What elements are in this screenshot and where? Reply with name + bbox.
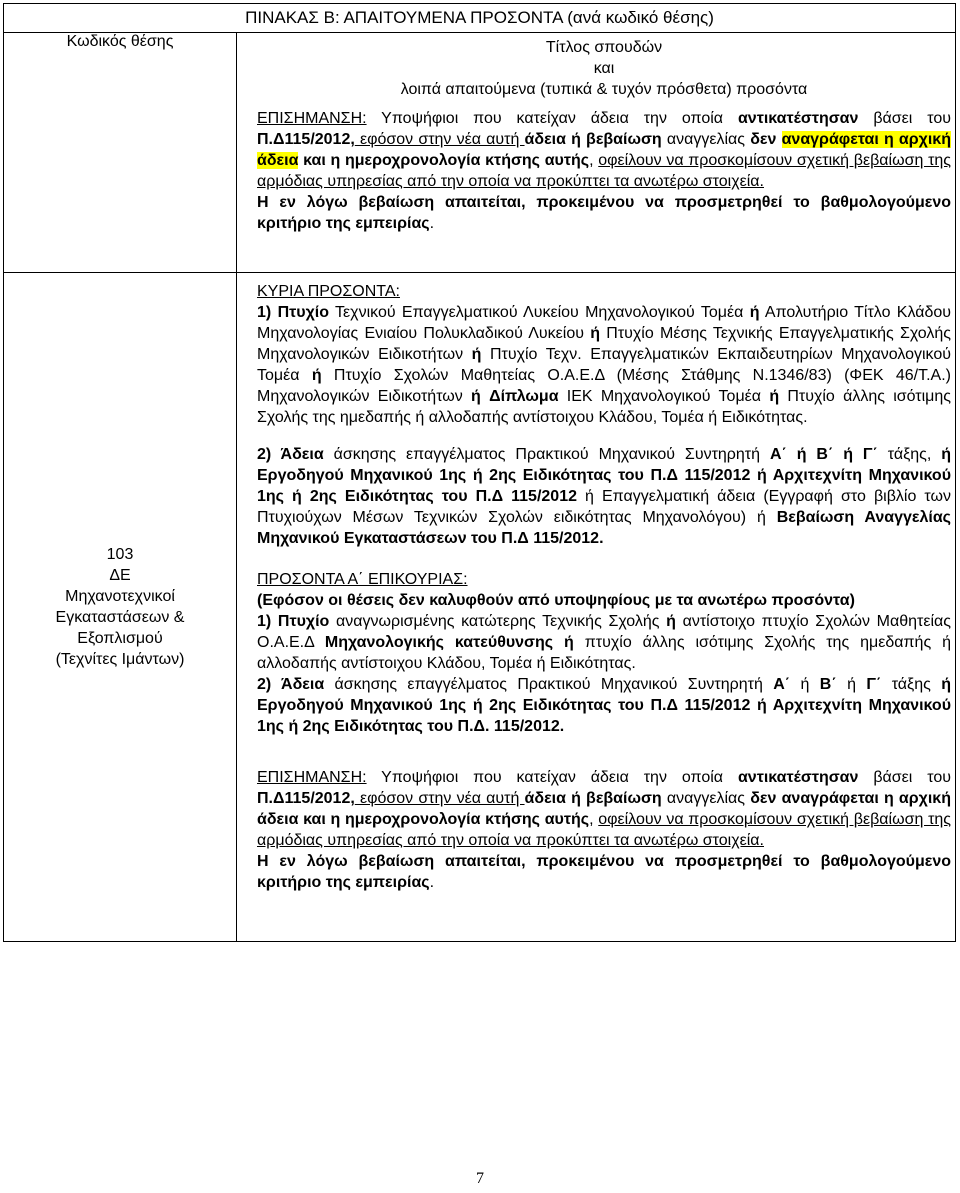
notice-bold: Π.Δ115/2012, [257,790,355,807]
notice-text: βάσει του [858,110,952,127]
notice-bold: άδεια ή βεβαίωση [524,790,662,807]
main-qualifications-heading: ΚΥΡΙΑ ΠΡΟΣΟΝΤΑ: [257,283,400,300]
text: Πτυχίο Τεχν. Επαγγελματικών Εκπαιδευτηρίων Μηχανολογικού Τομέα [257,346,952,384]
notice-bold: και η ημεροχρονολογία κτήσης αυτής [298,811,590,828]
notice-bold: Η εν λόγω βεβαίωση απαιτείται, προκειμένου να προσμετρηθεί το βαθμολογούμενο κριτήριο της εμπειρίας [257,194,951,232]
bold-text: ή [471,346,482,363]
header-line-1: Τίτλος σπουδών [545,39,663,56]
qualifications-column-header [257,33,951,100]
aux-qualification-2 [257,674,951,737]
bold-text: Βεβαίωση Αναγγελίας Μηχανικού Εγκαταστάσεων του Π.Δ 115/2012. [257,509,951,547]
text: Πτυχίο Σχολών Μαθητείας Ο.Α.Ε.Δ (Μέσης Στάθμης Ν.1346/83) (ΦΕΚ 46/Τ.Α.) Μηχανολογικών Ειδικοτήτων [257,367,951,405]
header-line-3: λοιπά απαιτούμενα (τυπικά & τυχόν πρόσθετα) προσόντα [400,81,808,98]
position-title-line: Μηχανοτεχνικοί [65,588,175,605]
notice-bold: δεν [750,131,777,148]
bold-text: ή [311,367,322,384]
text [481,388,489,405]
text: άσκησης επαγγέλματος Πρακτικού Μηχανικού Συντηρητή [323,446,770,463]
text: τάξης, [877,446,942,463]
notice-text: εφόσον στην νέα αυτή [354,131,525,148]
bold-text: 2) Άδεια [257,676,325,693]
notice-text: Υποψήφιοι που κατείχαν άδεια την οποία [366,110,738,127]
notice-text: εφόσον στην νέα αυτή [354,790,525,807]
notice-bold: Η εν λόγω βεβαίωση απαιτείται, προκειμένου να προσμετρηθεί το βαθμολογούμενο κριτήριο της εμπειρίας [257,853,951,891]
notice-bold: αντικατέστησαν [737,769,859,786]
bold-text: 1) Πτυχίο [257,613,330,630]
position-cell [4,273,237,942]
bold-text: ή [666,613,676,630]
aux-qualifications-heading: ΠΡΟΣΟΝΤΑ Α΄ ΕΠΙΚΟΥΡΙΑΣ: [257,571,468,588]
text: ΙΕΚ Μηχανολογικού Τομέα [558,388,770,405]
page-number: 7 [476,1170,484,1187]
notice-bold: αναγράφεται η αρχική άδεια [257,790,951,828]
table-title: ΠΙΝΑΚΑΣ Β: ΑΠΑΙΤΟΥΜΕΝΑ ΠΡΟΣΟΝΤΑ (ανά κωδικό θέσης) [4,4,956,33]
position-category: ΔΕ [109,567,131,584]
notice-text: βάσει του [858,769,952,786]
bold-text: Α΄ ή Β΄ ή Γ΄ [769,446,878,463]
bold-text: Γ΄ [866,676,882,693]
qualifications-cell [237,273,956,942]
notice-bold: δεν [750,790,777,807]
notice-text: οφείλουν να προσκομίσουν σχετική βεβαίωση της αρμόδιας υπηρεσίας από την οποία να προκύπτει τα ανωτέρω στοιχεία. [257,811,952,849]
notice-block-top [257,108,951,246]
notice-bold: και η ημεροχρονολογία κτήσης αυτής [298,152,590,169]
position-title-line: Εξοπλισμού [77,630,163,647]
position-title-line: (Τεχνίτες Ιμάντων) [55,651,185,668]
text: ή [790,676,820,693]
position-code: 103 [106,546,134,563]
header-line-2: και [593,60,615,77]
bold-text: 2) Άδεια [257,446,324,463]
notice-text: οφείλουν να προσκομίσουν σχετική βεβαίωση της αρμόδιας υπηρεσίας από την οποία να προκύπτει τα ανωτέρω στοιχεία. [257,152,952,190]
aux-qualifications-subheading: (Εφόσον οι θέσεις δεν καλυφθούν από υποψηφίους με τα ανωτέρω προσόντα) [257,592,855,609]
bold-text: Μηχανολογικής κατεύθυνσης ή [324,634,574,651]
main-qualification-2 [257,444,951,549]
text: αντίστοιχο πτυχίο Σχολών Μαθητείας Ο.Α.Ε.Δ [257,613,952,651]
notice-text: . [429,874,435,891]
code-label: Κωδικός θέσης [66,33,174,50]
bold-text: ή [471,388,481,405]
bold-text: ή [769,388,780,405]
notice-text: αναγγελίας [661,790,751,807]
notice-text: . [429,215,435,232]
text: Πτυχίο άλλης ισότιμης Σχολής της ημεδαπής ή αλλοδαπής αντίστοιχου Κλάδου, Τομέα ή Ειδικότητας. [257,388,952,426]
notice-bold: άδεια ή βεβαίωση [524,131,662,148]
qualifications-table [3,3,956,942]
main-qualifications [257,273,951,549]
item-number: 1) [257,304,278,321]
text: Απολυτήριο Τίτλο Κλάδου Μηχανολογίας Ενιαίου Πολυκλαδικού Λυκείου [257,304,952,342]
notice-highlight: αναγράφεται η αρχική άδεια [257,131,951,169]
notice-bold: Π.Δ115/2012, [257,131,355,148]
bold-text: ή Εργοδηγού Μηχανικού 1ης ή 2ης Ειδικότητας του Π.Δ 115/2012 ή Αρχιτεχνίτη Μηχανικού 1ης ή 2ης Ειδικότητας του Π.Δ. 115/2012. [257,676,951,735]
notice-label: ΕΠΙΣΗΜΑΝΣΗ: [257,110,367,127]
position-title-line: Εγκαταστάσεων & [55,609,185,626]
notice-text: , [589,152,599,169]
notice-bold: αντικατέστησαν [737,110,859,127]
bold-text: ή [590,325,601,342]
text: αναγνωρισμένης κατώτερης Τεχνικής Σχολής [329,613,667,630]
notice-label: ΕΠΙΣΗΜΑΝΣΗ: [257,769,367,786]
text: άσκησης επαγγέλματος Πρακτικού Μηχανικού Συντηρητή [324,676,774,693]
notice-block-bottom [257,767,951,941]
text: πτυχίο άλλης ισότιμης Σχολής της ημεδαπής ή αλλοδαπής αντίστοιχου Κλάδου, Τομέα ή Ειδικότητας. [257,634,952,672]
bold-text: ή [749,304,760,321]
bold-text: Β΄ [819,676,837,693]
aux-qualification-1 [257,611,951,674]
bold-text: ή Εργοδηγού Μηχανικού 1ης ή 2ης Ειδικότητας του Π.Δ 115/2012 ή Αρχιτεχνίτη Μηχανικού 1ης ή 2ης Ειδικότητας του Π.Δ 115/2012 [257,446,952,505]
text: Τεχνικού Επαγγελματικού Λυκείου Μηχανολογικού Τομέα [329,304,750,321]
bold-text: Α΄ [773,676,791,693]
text: ή Επαγγελματική άδεια (Εγγραφή στο βιβλίο των Πτυχιούχων Μέσων Τεχνικών Σχολών ειδικότητας Μηχανολόγου) ή [257,488,952,526]
qualifications-header-cell [237,33,956,273]
bold-text: Πτυχίο [277,304,329,321]
bold-text: Δίπλωμα [489,388,559,405]
notice-text: , [589,811,599,828]
auxiliary-qualifications [257,569,951,737]
code-column-header [4,33,237,273]
main-qualification-1 [257,302,951,428]
text: τάξης [881,676,942,693]
text: Πτυχίο Μέσης Τεχνικής Επαγγελματικής Σχολής Μηχανολογικών Ειδικοτήτων [257,325,952,363]
notice-text: Υποψήφιοι που κατείχαν άδεια την οποία [366,769,738,786]
text: ή [836,676,867,693]
notice-text: αναγγελίας [661,131,751,148]
